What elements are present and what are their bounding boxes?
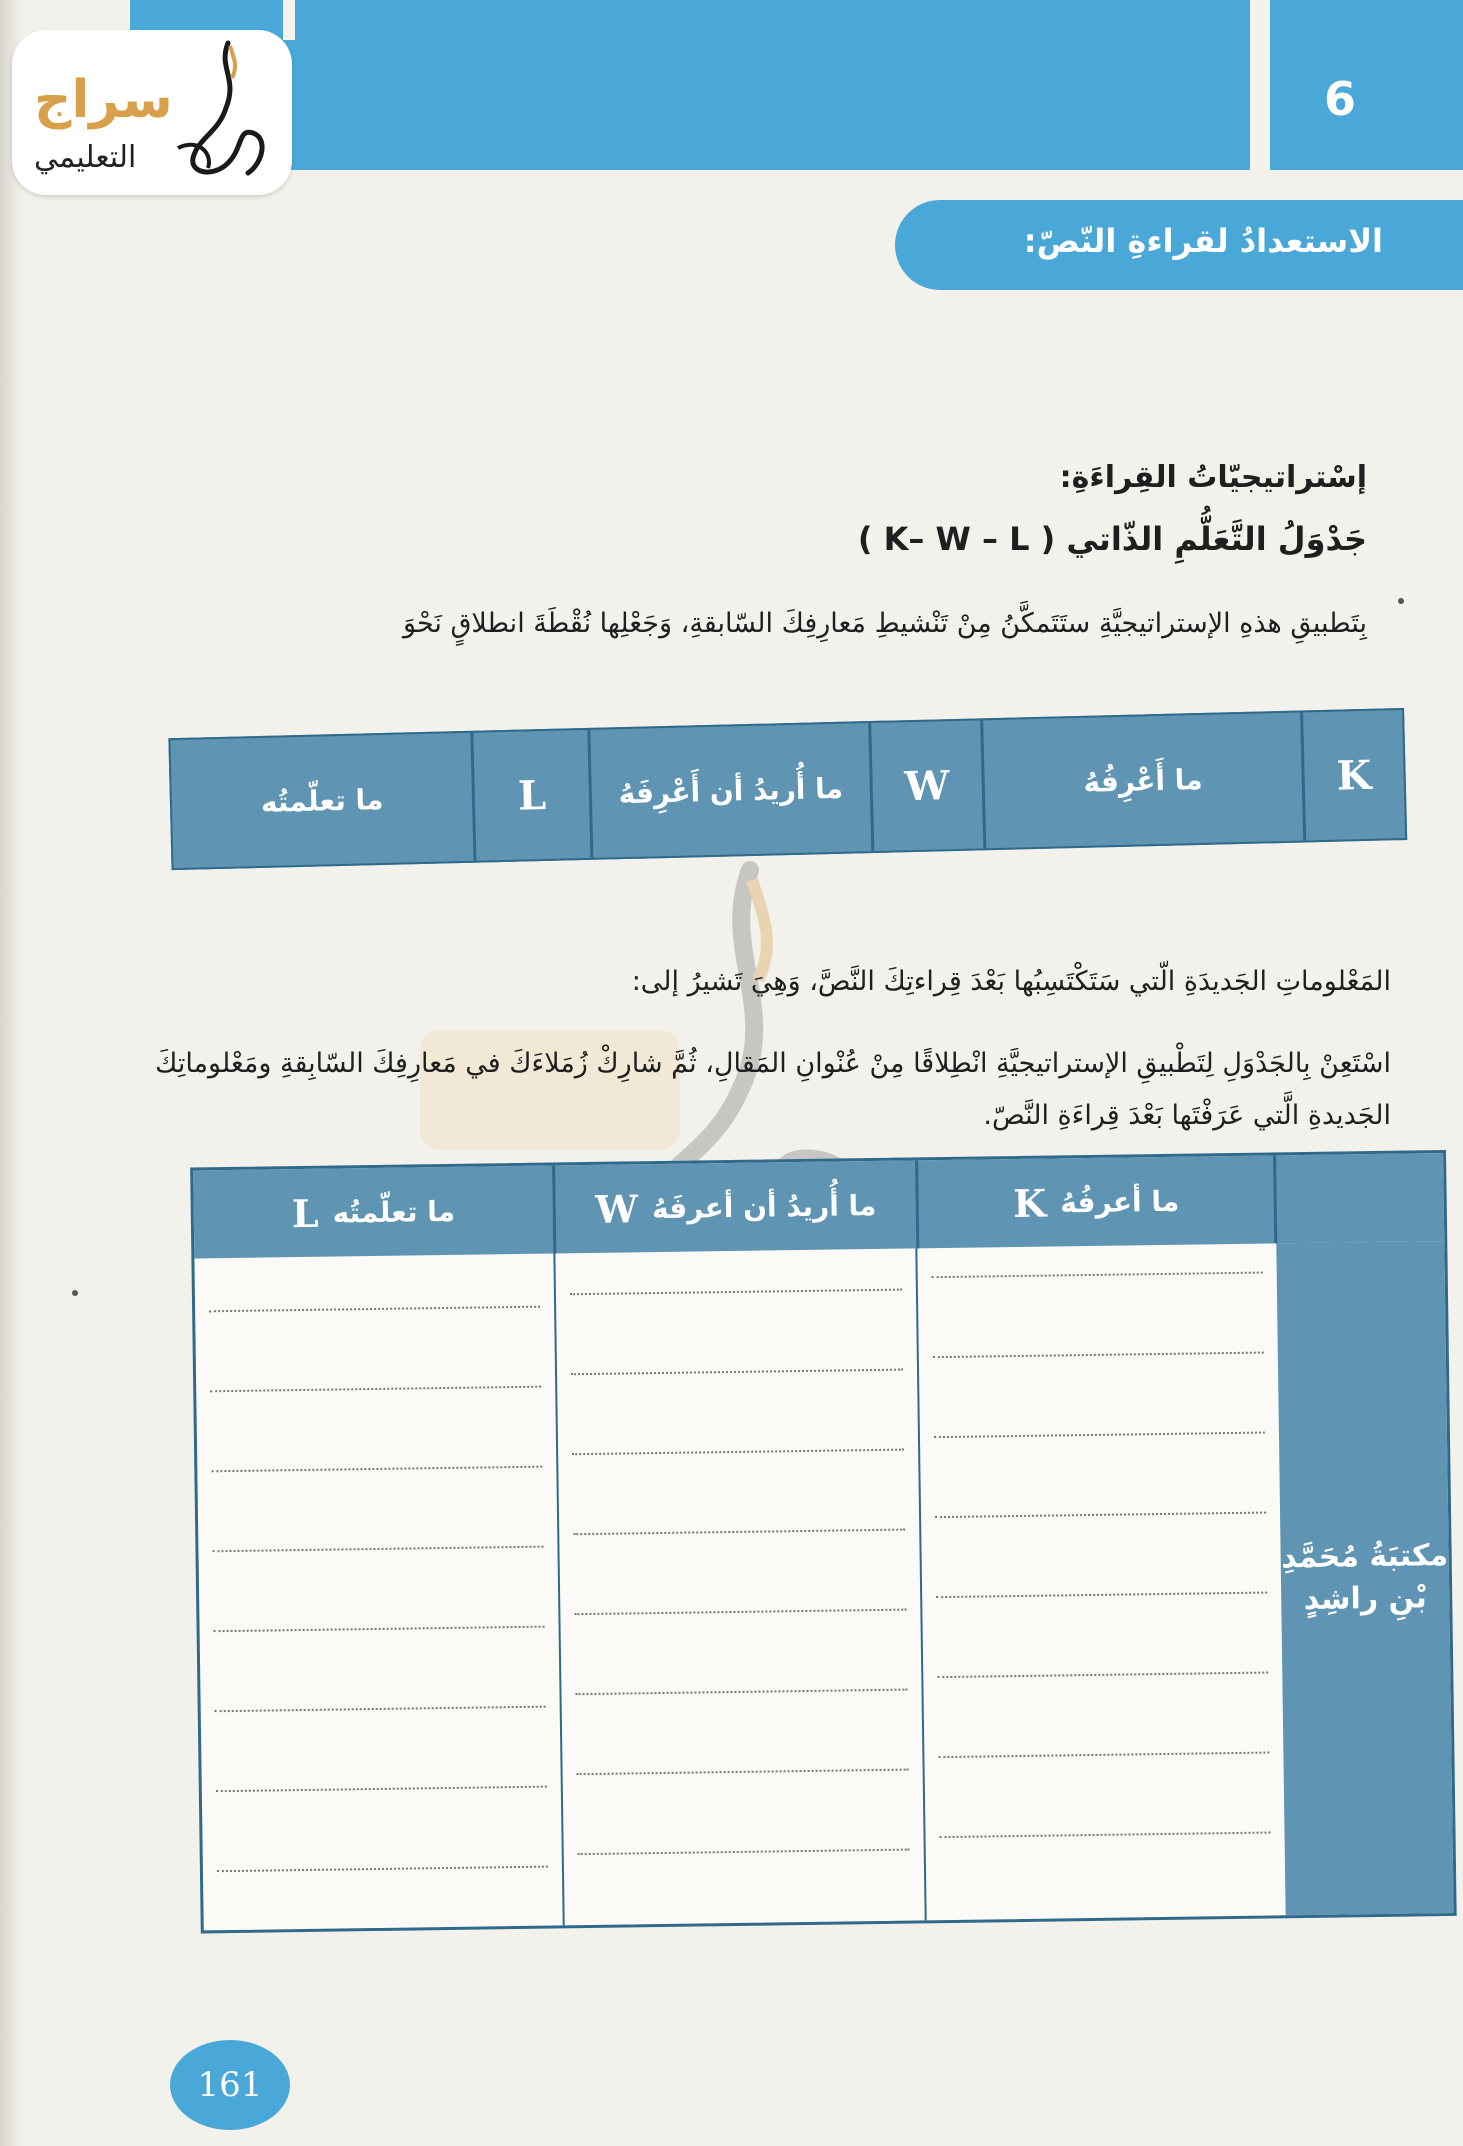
intro-paragraph: بِتَطبيقِ هذهِ الإستراتيجيَّةِ ستَتَمكَّنُ مِنْ تَنْشيطِ مَعارِفِكَ السّابقةِ، وَجَعْلِها نُقْطَةَ انطلاقٍ نَحْوَ (403, 608, 1367, 639)
header-l-letter: L (291, 1190, 319, 1236)
section-pill (895, 200, 1463, 290)
writing-line (216, 1786, 547, 1793)
writing-line (936, 1592, 1267, 1599)
library-side-column (1276, 1241, 1453, 1915)
library-credit: مكتبَةُ مُحَمَّدِ بْنِ راشِدٍ (1281, 1538, 1449, 1618)
calligraphy-icon (168, 38, 278, 188)
writing-line (577, 1769, 908, 1776)
kwl-worksheet-table (190, 1150, 1457, 1933)
k-answer-column[interactable] (915, 1243, 1286, 1920)
writing-line (210, 1386, 541, 1393)
writing-line (937, 1672, 1268, 1679)
kwl-table-heading: جَدْوَلُ التَّعَلُّمِ الذّاتي ( K– W – L ) (857, 520, 1367, 558)
writing-line (931, 1272, 1262, 1279)
strategies-heading: إسْتراتيجيّاتُ القِراءَةِ: (1059, 460, 1367, 495)
header-k-label: ما أعرفُهُ (1059, 1184, 1180, 1219)
header-k-letter: K (1012, 1180, 1047, 1226)
writing-line (217, 1866, 548, 1873)
header-l-cell (193, 1165, 554, 1258)
strip-k-label: ما أَعْرِفُهُ (980, 713, 1303, 849)
strip-l-label: ما تعلّمتُه (260, 782, 384, 819)
strip-l-letter: L (471, 730, 591, 861)
writing-line (574, 1529, 905, 1536)
writing-line (214, 1626, 545, 1633)
w-answer-column[interactable] (554, 1248, 925, 1925)
paragraph-new-information: المَعْلوماتِ الجَديدَةِ الّتي سَتَكْتَسِبُها بَعْدَ قِراءتِكَ النَّصَّ، وَهِيَ تَشيرُ إلى: (631, 966, 1391, 997)
writing-line (215, 1706, 546, 1713)
kwl-table-body (194, 1243, 1285, 1930)
logo-word: سراج (34, 70, 173, 130)
writing-line (212, 1546, 543, 1553)
writing-line (578, 1849, 909, 1856)
header-divider (1250, 0, 1270, 170)
header-tick (283, 0, 295, 40)
header-k-cell (915, 1155, 1275, 1248)
strip-k-letter: K (1300, 710, 1405, 840)
strip-w-letter: W (868, 720, 983, 851)
writing-line (938, 1752, 1269, 1759)
writing-line (572, 1449, 903, 1456)
strip-w-label: ما أُريدُ أن أَعْرِفَهُ (588, 723, 872, 858)
writing-line (211, 1466, 542, 1473)
margin-dot (72, 1290, 78, 1296)
header-l-label: ما تعلّمتُه (332, 1194, 456, 1230)
writing-line (933, 1352, 1264, 1359)
siraj-logo (12, 30, 292, 195)
writing-line (576, 1689, 907, 1696)
paragraph-instructions: اسْتَعِنْ بِالجَدْوَلِ لِتَطْبيقِ الإستراتيجيَّةِ انْطِلاقًا مِنْ عُنْوانِ المَقالِ، ثُمَّ شارِكْ زُمَلاءَكَ في مَعارِفِكَ السّابِقةِ ومَعْلوماتِكَ الجَديدةِ الَّتي عَرَفْتَها بَعْدَ قِراءَةِ النَّصّ. (155, 1048, 1391, 1131)
margin-dot (1398, 598, 1404, 604)
l-answer-column[interactable] (194, 1253, 563, 1930)
writing-line (934, 1432, 1265, 1439)
page-edge-shadow (0, 0, 22, 2146)
page-number: 161 (170, 2040, 290, 2130)
logo-subtitle: التعليمي (34, 140, 137, 175)
writing-line (939, 1832, 1270, 1839)
kwl-header-strip (168, 708, 1407, 870)
writing-line (209, 1306, 540, 1313)
header-w-label: ما أُريدُ أن أعرفَهُ (651, 1188, 877, 1225)
writing-line (570, 1289, 901, 1296)
header-w-cell (553, 1160, 917, 1253)
writing-line (571, 1369, 902, 1376)
writing-line (935, 1512, 1266, 1519)
header-w-letter: W (594, 1185, 639, 1232)
unit-number: 6 (1323, 72, 1356, 126)
section-title: الاستعدادُ لقراءةِ النّصّ: (1023, 222, 1383, 260)
header-blank-cell (1273, 1153, 1444, 1243)
writing-line (575, 1609, 906, 1616)
